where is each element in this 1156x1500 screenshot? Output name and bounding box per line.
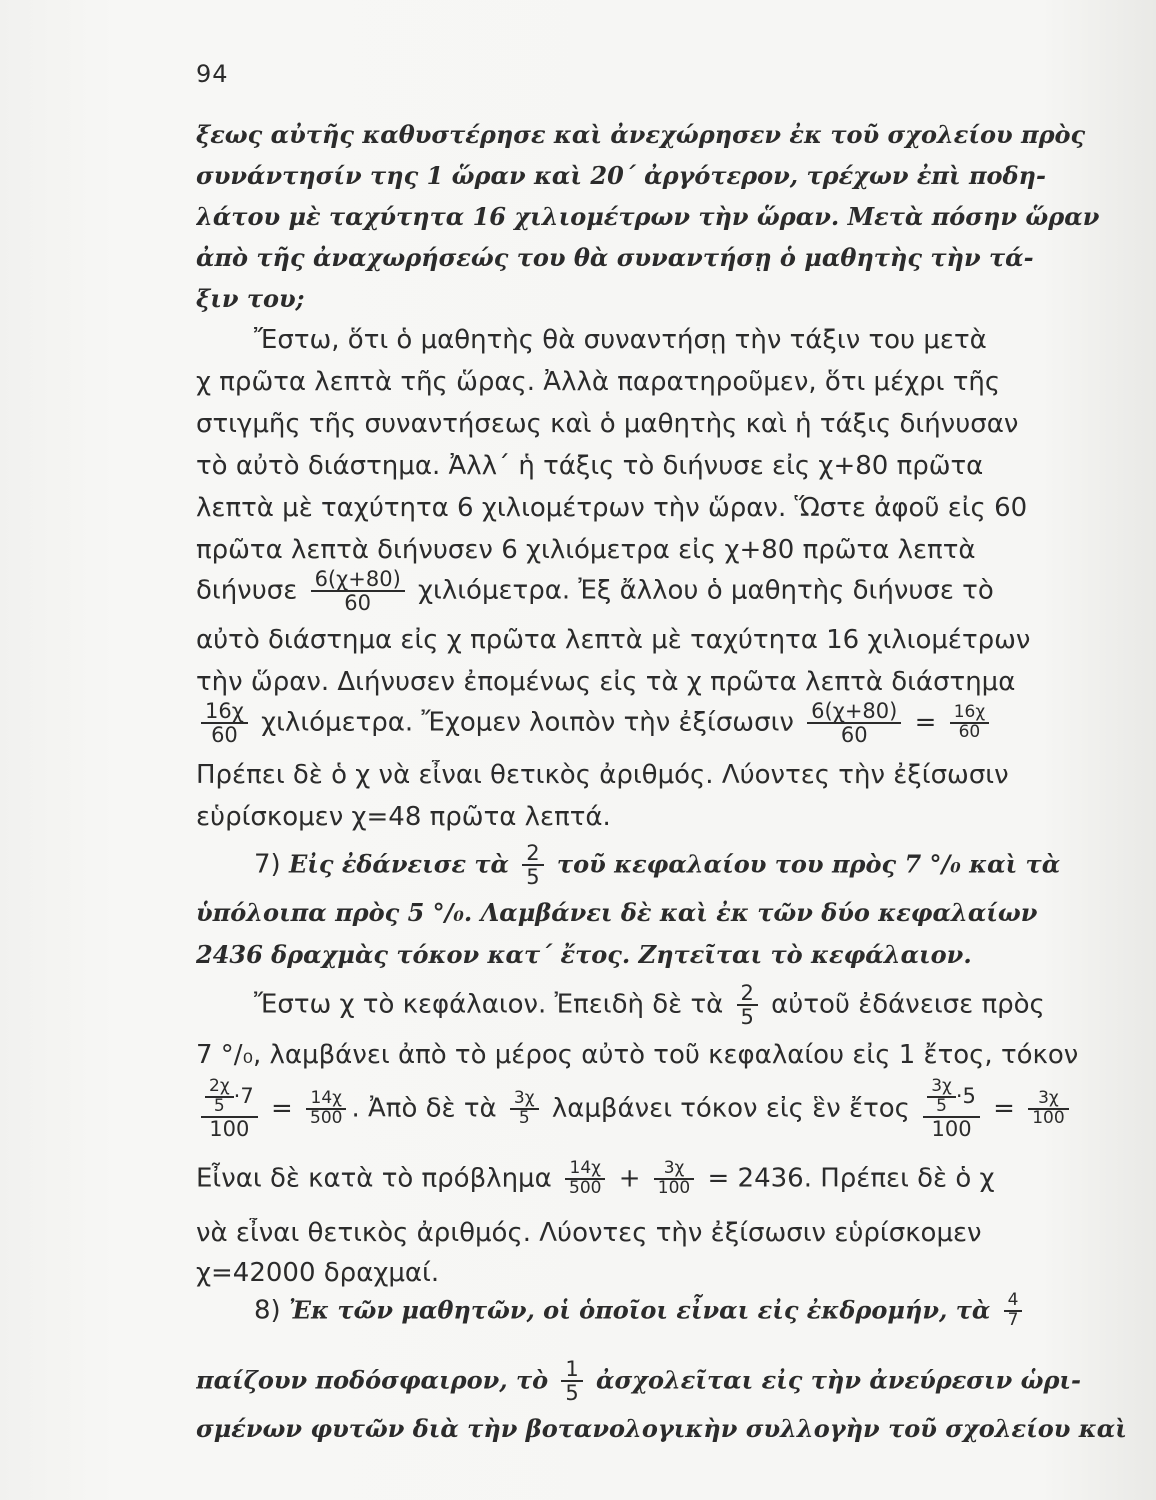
- text-line: Ἔστω, ὅτι ὁ μαθητὴς θὰ συναντήσῃ τὴν τάξιν του μετὰ: [254, 325, 987, 355]
- fraction: [950, 704, 989, 742]
- text-line: λεπτὰ μὲ ταχύτητα 6 χιλιομέτρων τὴν ὥραν. Ὥστε ἀφοῦ εἰς 60: [196, 493, 1028, 523]
- text-line: τὸ αὐτὸ διάστημα. Ἀλλ΄ ἡ τάξις τὸ διήνυσε εἰς χ+80 πρῶτα: [196, 451, 984, 481]
- fraction-numerator: 6(χ+80): [314, 568, 401, 591]
- text-line: λάτου μὲ ταχύτητα 16 χιλιομέτρων τὴν ὥραν. Μετὰ πόσην ὥραν: [196, 202, 1100, 231]
- text-line: ξεως αὐτῆς καθυστέρησε καὶ ἀνεχώρησεν ἐκ τοῦ σχολείου πρὸς: [196, 120, 1086, 149]
- text-line: Πρέπει δὲ ὁ χ νὰ εἶναι θετικὸς ἀριθμός. Λύοντες τὴν ἐξίσωσιν: [196, 760, 1009, 790]
- text-line: συνάντησίν της 1 ὥραν καὶ 20΄ ἀργότερον, τρέχων ἐπὶ ποδη-: [196, 161, 1046, 190]
- fraction-numerator: 14χ: [569, 1160, 601, 1178]
- fraction-denominator: 60: [950, 722, 989, 742]
- text-span: διήνυσε: [196, 575, 298, 606]
- text-line-with-fraction: [196, 1358, 1156, 1404]
- text-span: χιλιόμετρα. Ἐξ ἄλλου ὁ μαθητὴς διήνυσε τὸ: [418, 575, 994, 606]
- text-line-with-fraction: [196, 842, 1156, 888]
- text-line: 7 °/₀, λαμβάνει ἀπὸ τὸ μέρος αὐτὸ τοῦ κεφαλαίου εἰς 1 ἔτος, τόκον: [196, 1040, 1079, 1070]
- text-span: παίζουν ποδόσφαιρον, τὸ: [196, 1365, 549, 1395]
- text-line: 2436 δραχμὰς τόκον κατ΄ ἔτος. Ζητεῖται τὸ κεφάλαιον.: [196, 940, 972, 969]
- text-span: Ἐκ τῶν μαθητῶν, οἱ ὁποῖοι εἶναι εἰς ἐκδρομήν, τὰ: [288, 1295, 991, 1325]
- fraction-numerator: 1: [565, 1358, 579, 1381]
- multiplier: ·7: [233, 1083, 254, 1108]
- multiplier: ·5: [955, 1083, 976, 1108]
- text-line: ξιν του;: [196, 284, 305, 313]
- text-span: = 2436. Πρέπει δὲ ὁ χ: [707, 1163, 995, 1194]
- fraction: [522, 842, 543, 888]
- fraction: [561, 1358, 582, 1404]
- text-line-with-fraction: [196, 568, 1156, 614]
- text-line-with-fraction: [196, 1078, 1156, 1140]
- text-line: ὑπόλοιπα πρὸς 5 °/₀. Λαμβάνει δὲ καὶ ἐκ τῶν δύο κεφαλαίων: [196, 898, 1038, 927]
- text-span: Ἔστω χ τὸ κεφάλαιον. Ἐπειδὴ δὲ τὰ: [254, 989, 724, 1020]
- fraction-denominator: 100: [1028, 1108, 1068, 1128]
- text-span: ἀσχολεῖται εἰς τὴν ἀνεύρεσιν ὡρι-: [596, 1365, 1081, 1395]
- text-line-with-fraction: [196, 982, 1156, 1028]
- fraction-denominator: 7: [1004, 1310, 1023, 1330]
- problem-number: 7): [254, 849, 281, 880]
- fraction-numerator: 2χ: [209, 1078, 230, 1096]
- fraction-denominator: 5: [510, 1108, 539, 1128]
- fraction: [565, 1160, 605, 1198]
- fraction-denominator: 5: [927, 1096, 956, 1116]
- text-line: χ=42000 δραχμαί.: [196, 1258, 440, 1288]
- fraction-denominator: 5: [561, 1380, 582, 1404]
- fraction: [923, 1078, 980, 1140]
- fraction-denominator: 60: [201, 722, 248, 746]
- fraction: [1004, 1292, 1023, 1330]
- text-span: Εἰς ἐδάνεισε τὰ: [288, 849, 510, 879]
- text-line: χ πρῶτα λεπτὰ τῆς ὥρας. Ἀλλὰ παρατηροῦμεν, ὅτι μέχρι τῆς: [196, 367, 1001, 397]
- text-span: χιλιόμετρα. Ἔχομεν λοιπὸν τὴν ἐξίσωσιν: [261, 707, 794, 738]
- fraction-numerator: 16χ: [953, 702, 986, 723]
- fraction-denominator: 5: [522, 864, 543, 888]
- fraction-numerator: [201, 1078, 258, 1116]
- text-line-with-fraction: [196, 1292, 1156, 1330]
- fraction-numerator: [923, 1078, 980, 1116]
- problem-number: 8): [254, 1295, 281, 1326]
- fraction-numerator: 4: [1007, 1292, 1019, 1310]
- fraction-numerator: 2: [740, 982, 754, 1005]
- text-line: πρῶτα λεπτὰ διήνυσεν 6 χιλιόμετρα εἰς χ+80 πρῶτα λεπτὰ: [196, 535, 976, 565]
- equals-sign: =: [993, 1093, 1015, 1124]
- text-line: αὐτὸ διάστημα εἰς χ πρῶτα λεπτὰ μὲ ταχύτητα 16 χιλιομέτρων: [196, 625, 1031, 655]
- fraction-numerator: 6(χ+80): [811, 700, 898, 723]
- fraction: [201, 700, 248, 746]
- fraction-denominator: 100: [654, 1178, 694, 1198]
- text-span: Εἶναι δὲ κατὰ τὸ πρόβλημα: [196, 1163, 552, 1194]
- text-line: τὴν ὥραν. Διήνυσεν ἐπομένως εἰς τὰ χ πρῶτα λεπτὰ διάστημα: [196, 667, 1016, 697]
- fraction: [205, 1078, 234, 1116]
- text-span: αὐτοῦ ἐδάνεισε πρὸς: [771, 989, 1045, 1020]
- text-span: τοῦ κεφαλαίου του πρὸς 7 °/₀ καὶ τὰ: [556, 849, 1061, 879]
- fraction-denominator: 5: [205, 1096, 234, 1116]
- compound-fraction: [918, 1078, 985, 1140]
- fraction-numerator: 3χ: [931, 1078, 952, 1096]
- compound-fraction: [196, 1078, 263, 1140]
- equals-sign: =: [914, 707, 937, 738]
- fraction: [306, 1090, 346, 1128]
- fraction: [927, 1078, 956, 1116]
- text-line: εὑρίσκομεν χ=48 πρῶτα λεπτά.: [196, 802, 611, 832]
- fraction-denominator: 100: [923, 1116, 980, 1140]
- text-line-with-fraction: [196, 1160, 1156, 1198]
- fraction-denominator: 500: [565, 1178, 605, 1198]
- fraction: [311, 568, 405, 614]
- text-line: νὰ εἶναι θετικὸς ἀριθμός. Λύοντες τὴν ἐξίσωσιν εὑρίσκομεν: [196, 1218, 982, 1248]
- fraction-denominator: 60: [311, 590, 405, 614]
- fraction-numerator: 3χ: [663, 1160, 685, 1178]
- text-span: λαμβάνει τόκον εἰς ἓν ἔτος: [551, 1093, 910, 1124]
- text-line: στιγμῆς τῆς συναντήσεως καὶ ὁ μαθητὴς καὶ ἡ τάξις διήνυσαν: [196, 409, 1019, 439]
- fraction-numerator: 14χ: [310, 1088, 342, 1109]
- fraction-numerator: 3χ: [513, 1088, 535, 1109]
- fraction: [201, 1078, 258, 1140]
- fraction: [737, 982, 758, 1028]
- fraction-numerator: 16χ: [205, 700, 244, 723]
- page-number: 94: [196, 60, 229, 88]
- fraction: [1028, 1090, 1068, 1128]
- plus-sign: +: [618, 1163, 641, 1194]
- fraction-denominator: 500: [306, 1108, 346, 1128]
- fraction: [510, 1090, 539, 1128]
- text-line-with-fraction: [196, 700, 1156, 746]
- text-line: ἀπὸ τῆς ἀναχωρήσεώς του θὰ συναντήσῃ ὁ μαθητὴς τὴν τά-: [196, 243, 1034, 272]
- fraction-numerator: 3χ: [1038, 1088, 1059, 1109]
- fraction-denominator: 100: [201, 1116, 258, 1140]
- fraction-denominator: 5: [737, 1004, 758, 1028]
- text-span: . Ἀπὸ δὲ τὰ: [351, 1093, 497, 1124]
- fraction: [654, 1160, 694, 1198]
- text-line: σμένων φυτῶν διὰ τὴν βοτανολογικὴν συλλογὴν τοῦ σχολείου καὶ: [196, 1414, 1127, 1443]
- equals-sign: =: [270, 1093, 293, 1124]
- fraction: [807, 700, 901, 746]
- fraction-denominator: 60: [807, 722, 901, 746]
- fraction-numerator: 2: [526, 842, 540, 865]
